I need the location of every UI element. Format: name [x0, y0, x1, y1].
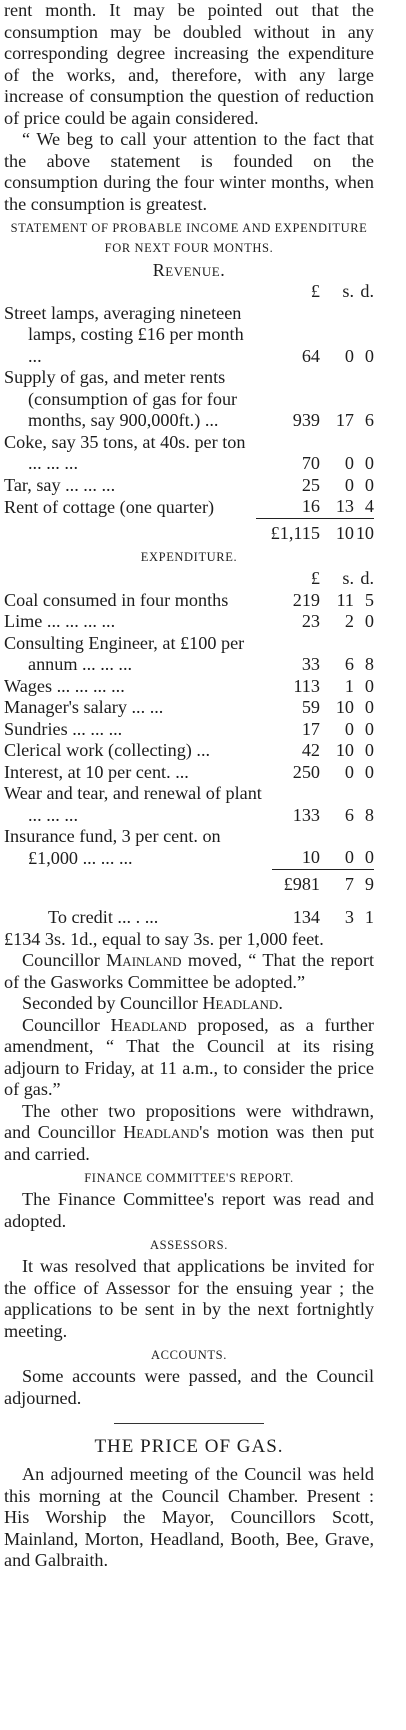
- motion-paragraph: Councillor Mainland moved, “ That the report of the Gasworks Committee be adopted.”: [4, 950, 375, 992]
- expenditure-shillings: 6: [344, 654, 354, 674]
- article-paragraph: An adjourned meeting of the Council was held this morning at the Council Chamber. Present : His Worship the Mayor, Councillors Scott, Mainland, Morton, Headland, Booth, Bee, Grave, and Galbraith.: [4, 1464, 374, 1570]
- revenue-pounds: 16: [301, 496, 320, 516]
- revenue-item-label: Coke, say 35 tons, at 40s. per ton ... ... ...: [4, 431, 246, 473]
- revenue-table: [4, 281, 374, 303]
- amendment-paragraph: Councillor Headland proposed, as a further amendment, “ That the Council at its rising adjourn to Friday, at 11 a.m., to consider the price of gas.”: [4, 1014, 374, 1099]
- credit-row: [4, 895, 374, 929]
- expenditure-shillings: 0: [344, 847, 354, 867]
- revenue-total-row: [4, 518, 374, 544]
- revenue-pence: 0: [364, 474, 374, 495]
- expenditure-pence: 0: [364, 718, 374, 739]
- revenue-pounds: 25: [301, 474, 320, 495]
- revenue-pence: 0: [364, 453, 374, 473]
- expenditure-pounds: 10: [301, 847, 320, 867]
- expenditure-pounds: 42: [301, 740, 320, 760]
- expenditure-pence: 0: [364, 697, 374, 717]
- revenue-pounds: 70: [301, 453, 320, 473]
- councillor-name: Headland: [110, 1014, 187, 1035]
- expenditure-row: [4, 740, 374, 762]
- revenue-pounds: 939: [292, 410, 320, 430]
- expenditure-heading: EXPENDITURE.: [140, 550, 238, 564]
- expenditure-pounds: 59: [301, 697, 320, 717]
- revenue-pence: 6: [364, 410, 374, 430]
- expenditure-pounds: 219: [292, 589, 320, 610]
- expenditure-pounds: 133: [292, 804, 320, 825]
- expenditure-total-shillings: 7: [320, 869, 354, 895]
- expenditure-pence: 5: [364, 589, 374, 610]
- col-pounds: £: [310, 568, 320, 588]
- revenue-total-shillings: 10: [320, 518, 354, 544]
- expenditure-item-label: Coal consumed in four months: [4, 589, 229, 610]
- expenditure-total-pence: 9: [354, 869, 374, 895]
- expenditure-pounds: 17: [301, 718, 320, 739]
- expenditure-item-label: Sundries ... ... ...: [4, 718, 123, 739]
- revenue-heading: Revenue.: [152, 260, 226, 280]
- seconded-paragraph: Seconded by Councillor Headland.: [22, 993, 283, 1013]
- expenditure-pence: 0: [364, 740, 374, 760]
- expenditure-pence: 0: [364, 675, 374, 696]
- expenditure-item-label: Consulting Engineer, at £100 per annum ... ... ...: [4, 632, 245, 674]
- expenditure-pence: 0: [364, 611, 374, 631]
- expenditure-row: [4, 611, 374, 633]
- revenue-pence: 0: [364, 345, 374, 366]
- accounts-heading: ACCOUNTS.: [151, 1348, 227, 1362]
- finance-paragraph: The Finance Committee's report was read and adopted.: [4, 1189, 374, 1231]
- assessors-heading: ASSESSORS.: [150, 1238, 228, 1252]
- expenditure-shillings: 11: [336, 589, 354, 610]
- expenditure-shillings: 0: [344, 761, 354, 782]
- councillor-name: Headland: [123, 1122, 200, 1142]
- col-pence: d.: [360, 281, 374, 301]
- revenue-items: [4, 303, 374, 545]
- expenditure-item-label: Manager's salary ... ...: [4, 697, 164, 717]
- revenue-shillings: 13: [335, 496, 354, 516]
- intro-paragraph-2: “ We beg to call your attention to the fact that the above statement is founded on the consumption during the four winter months, when the consumption is greatest.: [4, 129, 374, 214]
- col-shillings: s.: [342, 281, 354, 301]
- expenditure-items: [4, 568, 374, 929]
- statement-heading: STATEMENT OF PROBABLE INCOME AND EXPENDITURE FOR NEXT FOUR MONTHS.: [10, 221, 368, 255]
- revenue-shillings: 0: [344, 453, 354, 473]
- expenditure-row: [4, 633, 374, 676]
- intro-paragraph-1: rent month. It may be pointed out that the consumption may be doubled without in any corresponding degree increasing the expenditure of the works, and, therefore, with any large increase of consumption the question of reduction of price could be again considered.: [4, 0, 374, 128]
- revenue-item-label: Rent of cottage (one quarter): [4, 496, 215, 517]
- revenue-shillings: 17: [335, 410, 354, 430]
- revenue-row: [4, 475, 374, 497]
- revenue-row: [4, 496, 374, 518]
- expenditure-shillings: 1: [344, 675, 354, 696]
- expenditure-total-row: [4, 869, 374, 895]
- withdrawn-paragraph: The other two propositions were withdrawn, and Councillor Headland's motion was then put and carried.: [4, 1100, 374, 1164]
- col-pence: d.: [360, 568, 374, 588]
- expenditure-shillings: 2: [344, 611, 354, 631]
- expenditure-row: [4, 676, 374, 698]
- councillor-name: Mainland: [106, 950, 182, 970]
- expenditure-row: [4, 697, 374, 719]
- revenue-item-label: Supply of gas, and meter rents (consumption of gas for four months, say 900,000ft.) ...: [4, 367, 238, 430]
- revenue-item-label: Street lamps, averaging nineteen lamps, costing £16 per month ...: [4, 302, 244, 366]
- revenue-total-pounds: £1,115: [256, 518, 320, 544]
- equivalent-paragraph: £134 3s. 1d., equal to say 3s. per 1,000 feet.: [4, 928, 324, 949]
- credit-label: To credit ... . ...: [48, 907, 159, 927]
- credit-pounds: 134: [292, 907, 320, 927]
- revenue-pounds: 64: [301, 345, 320, 366]
- revenue-shillings: 0: [344, 474, 354, 495]
- col-pounds: £: [310, 281, 320, 301]
- revenue-item-label: Tar, say ... ... ...: [4, 474, 116, 495]
- finance-heading: FINANCE COMMITTEE'S REPORT.: [84, 1171, 294, 1185]
- expenditure-row: [4, 826, 374, 869]
- assessors-paragraph: It was resolved that applications be invited for the office of Assessor for the ensuing year ; the applications to be sent in by the next fortnightly meeting.: [4, 1256, 374, 1341]
- credit-shillings: 3: [344, 907, 354, 927]
- expenditure-item-label: Clerical work (collecting) ...: [4, 740, 211, 760]
- expenditure-shillings: 6: [344, 804, 354, 825]
- expenditure-shillings: 0: [344, 718, 354, 739]
- revenue-row: [4, 367, 374, 432]
- expenditure-row: [4, 719, 374, 741]
- col-shillings: s.: [342, 568, 354, 588]
- expenditure-total-pounds: £981: [272, 869, 320, 895]
- expenditure-item-label: Insurance fund, 3 per cent. on £1,000 ... ... ...: [4, 826, 221, 868]
- revenue-row: [4, 432, 374, 475]
- expenditure-pounds: 33: [301, 654, 320, 674]
- expenditure-shillings: 10: [335, 697, 354, 717]
- revenue-total-pence: 10: [354, 518, 374, 544]
- expenditure-column-headers: [4, 568, 374, 590]
- expenditure-pence: 0: [364, 847, 374, 867]
- councillor-name: Headland: [202, 993, 279, 1013]
- expenditure-item-label: Lime ... ... ... ...: [4, 611, 116, 631]
- expenditure-item-label: Interest, at 10 per cent. ...: [4, 761, 189, 782]
- revenue-row: [4, 303, 374, 368]
- expenditure-pence: 8: [364, 654, 374, 674]
- expenditure-shillings: 10: [335, 740, 354, 760]
- expenditure-pence: 0: [364, 761, 374, 782]
- expenditure-pounds: 23: [301, 611, 320, 631]
- expenditure-pounds: 250: [292, 761, 320, 782]
- expenditure-row: [4, 762, 374, 784]
- revenue-column-headers: [4, 281, 374, 303]
- expenditure-item-label: Wear and tear, and renewal of plant ... ... ...: [4, 783, 262, 825]
- article-title: THE PRICE OF GAS.: [94, 1436, 284, 1457]
- revenue-pence: 4: [364, 496, 374, 516]
- accounts-paragraph: Some accounts were passed, and the Council adjourned.: [4, 1366, 374, 1408]
- expenditure-row: [4, 590, 374, 612]
- section-divider: [114, 1423, 264, 1424]
- expenditure-pounds: 113: [293, 675, 320, 696]
- expenditure-item-label: Wages ... ... ... ...: [4, 675, 125, 696]
- expenditure-row: [4, 783, 374, 826]
- revenue-shillings: 0: [344, 345, 354, 366]
- expenditure-pence: 8: [364, 804, 374, 825]
- credit-pence: 1: [364, 907, 374, 927]
